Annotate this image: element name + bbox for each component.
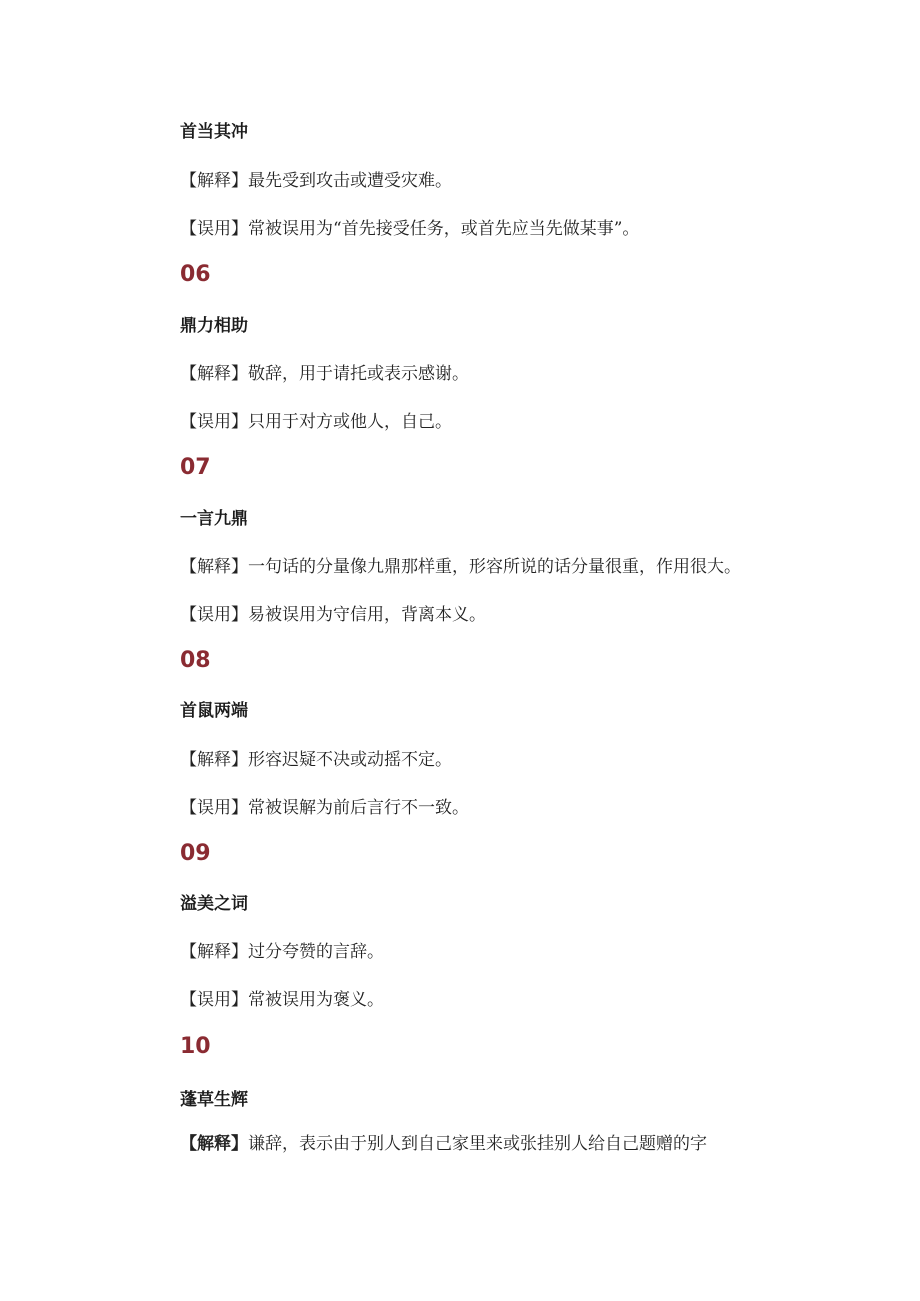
misuse-tag: 【误用】 <box>180 219 248 239</box>
explanation-text: 形容迟疑不决或动摇不定。 <box>248 750 452 770</box>
misuse-text: 只用于对方或他人，自己。 <box>248 412 452 432</box>
misuse-tag: 【误用】 <box>180 798 248 818</box>
section-number: 06 <box>180 262 211 287</box>
explanation-line <box>180 940 384 964</box>
explanation-tag: 【解释】 <box>180 1134 248 1154</box>
misuse-line <box>180 988 384 1012</box>
misuse-text: 常被误用为“首先接受任务，或首先应当先做某事”。 <box>248 219 640 239</box>
explanation-text: 一句话的分量像九鼎那样重，形容所说的话分量很重，作用很大。 <box>248 557 741 577</box>
explanation-text: 过分夸赞的言辞。 <box>248 942 384 962</box>
misuse-text: 常被误解为前后言行不一致。 <box>248 798 469 818</box>
explanation-tag: 【解释】 <box>180 557 248 577</box>
explanation-line <box>180 169 452 193</box>
misuse-tag: 【误用】 <box>180 990 248 1010</box>
misuse-tag: 【误用】 <box>180 605 248 625</box>
idiom-title: 鼎力相助 <box>180 316 248 336</box>
section-number: 07 <box>180 455 211 480</box>
idiom-title: 一言九鼎 <box>180 509 248 529</box>
explanation-tag: 【解释】 <box>180 364 248 384</box>
misuse-line <box>180 603 486 627</box>
misuse-line <box>180 217 639 241</box>
explanation-text: 敬辞，用于请托或表示感谢。 <box>248 364 469 384</box>
misuse-text: 易被误用为守信用，背离本义。 <box>248 605 486 625</box>
explanation-tag: 【解释】 <box>180 942 248 962</box>
misuse-line <box>180 796 469 820</box>
explanation-line <box>180 1132 707 1156</box>
explanation-line <box>180 555 741 579</box>
misuse-line <box>180 410 452 434</box>
explanation-line <box>180 748 452 772</box>
misuse-text: 常被误用为褒义。 <box>248 990 384 1010</box>
section-number: 10 <box>180 1034 211 1059</box>
explanation-text: 最先受到攻击或遭受灾难。 <box>248 171 452 191</box>
misuse-tag: 【误用】 <box>180 412 248 432</box>
idiom-title: 首鼠两端 <box>180 701 248 721</box>
idiom-title: 蓬草生辉 <box>180 1090 248 1110</box>
idiom-title: 首当其冲 <box>180 122 248 142</box>
explanation-tag: 【解释】 <box>180 750 248 770</box>
idiom-title: 溢美之词 <box>180 894 248 914</box>
section-number: 09 <box>180 841 211 866</box>
explanation-line <box>180 362 469 386</box>
explanation-text: 谦辞，表示由于别人到自己家里来或张挂别人给自己题赠的字 <box>248 1134 707 1154</box>
section-number: 08 <box>180 648 211 673</box>
explanation-tag: 【解释】 <box>180 171 248 191</box>
